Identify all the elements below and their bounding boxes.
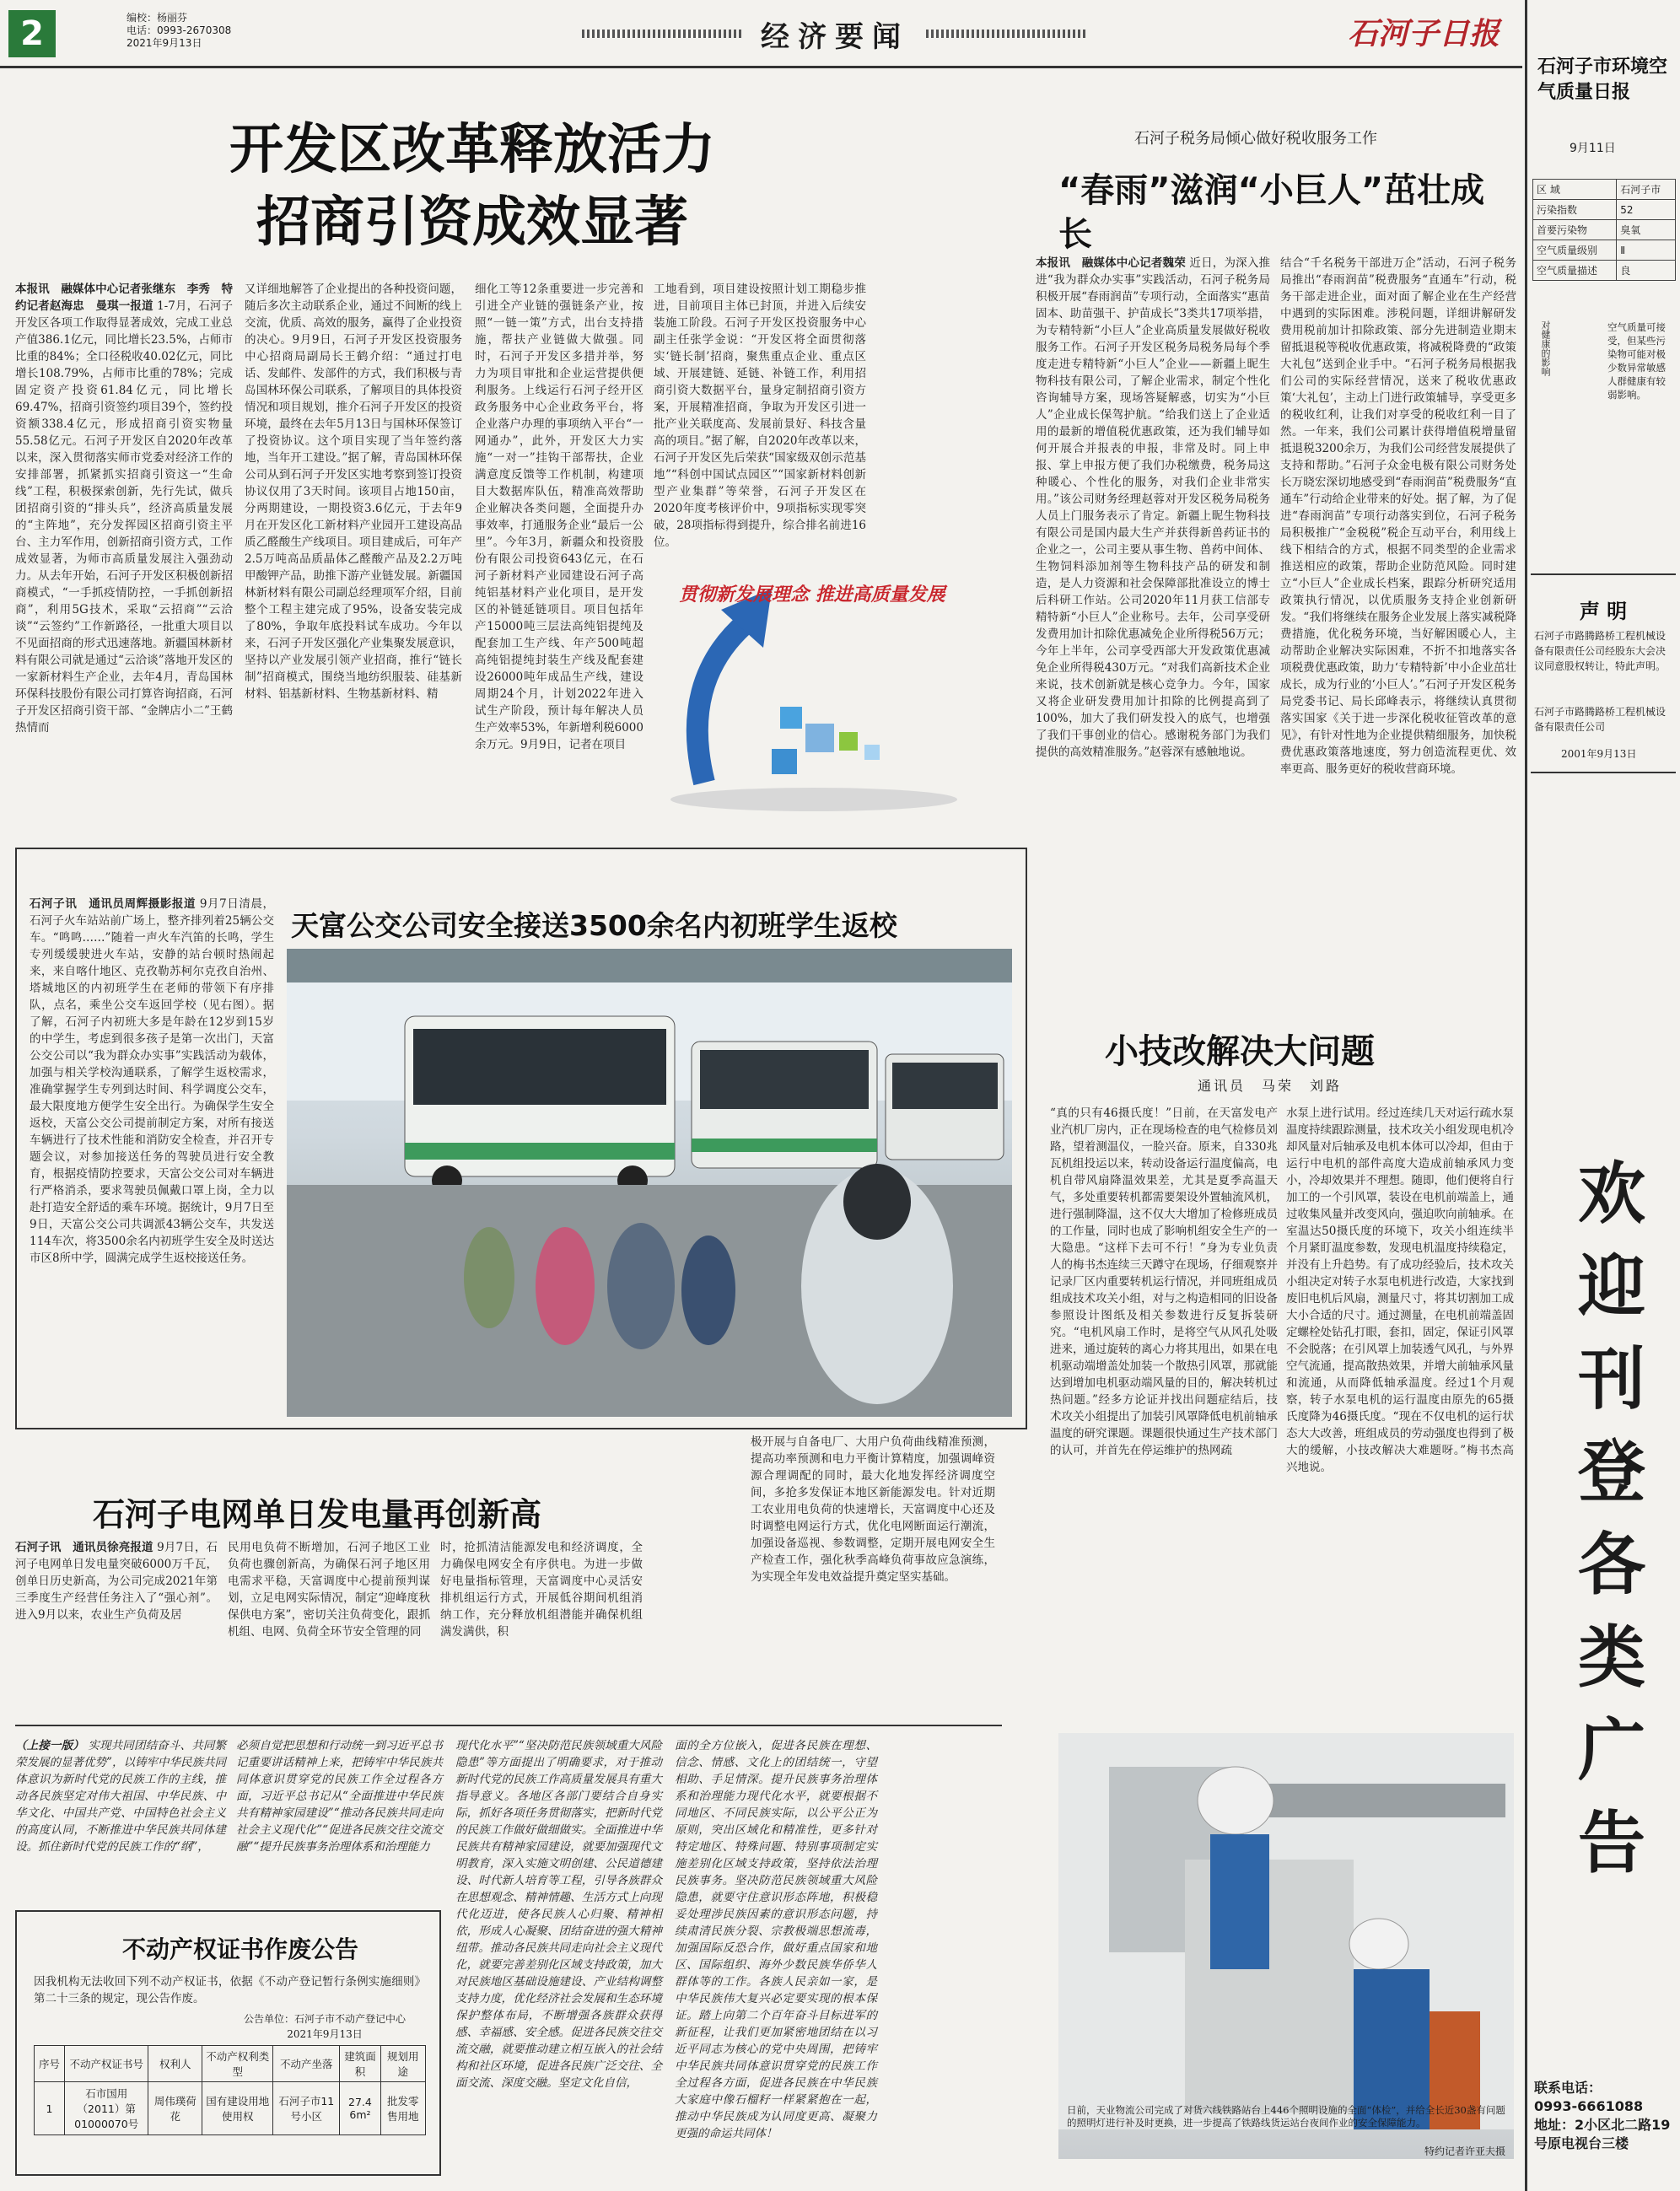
contact-address: 地址：2小区北二路19号原电视台三楼: [1534, 2117, 1671, 2151]
article6-column-2: 必须自觉把思想和行动统一到习近平总书记重要讲话精神上来，把铸牢中华民族共同体意识贯穿党的民族工作全过程各方面，习近平总书记从“全面推进中华民族共有精神家园建设”“推动各民族共同走向社会主义现代化”“促进各民族交往交流交融”“提升民族事务治理体系和治理能力: [236, 1739, 443, 1854]
article4-byline: 石河子讯 通讯员徐亮报道: [15, 1541, 153, 1554]
article6-lead: （上接一版）: [15, 1739, 84, 1752]
article1-headline-line2: 招商引资成效显著: [256, 191, 688, 254]
property-header-cell: 不动产坐落: [273, 2046, 340, 2082]
aq-cell: 空气质量级别: [1533, 240, 1617, 261]
article4-column-3: 时，抢抓清洁能源发电和经济调度，全力确保电网安全有序供电。为进一步做好电量指标管理，天富调度中心灵活安排机组运行方式，开展低谷期间机组消纳工作，充分释放机组潜能并确保机组满发满供，积: [440, 1541, 643, 1639]
property-notice-table: [34, 2045, 426, 2135]
article2-kicker: 石河子税务局倾心做好税收服务工作: [1134, 130, 1377, 148]
aq-cell: 空气质量描述: [1533, 261, 1617, 281]
ad-char: 迎: [1578, 1246, 1645, 1326]
notice-company: 石河子市路腾路桥工程机械设备有限责任公司: [1534, 706, 1667, 733]
property-header-cell: 权利人: [148, 2046, 202, 2082]
article3-body: [30, 896, 274, 1402]
property-header-cell: 不动产权证书号: [64, 2046, 148, 2082]
aq-cell: 良: [1617, 261, 1676, 281]
aq-health-text: 空气质量可接受，但某些污染物可能对极少数异常敏感人群健康有较弱影响。: [1607, 321, 1666, 401]
article5-headline: 小技改解决大问题: [1105, 1032, 1375, 1071]
development-banner-graphic: [654, 530, 974, 825]
article1-byline: 本报讯 融媒体中心记者张继东 李秀 特约记者赵海忠 曼琪一报道: [15, 283, 233, 313]
article1-headline: [152, 114, 793, 259]
aq-cell: 臭氧: [1617, 220, 1676, 240]
aq-row: [1533, 200, 1676, 220]
article2-column-2: 结合“千名税务干部进万企”活动，石河子税务局推出“春雨润苗”税费服务“直通车”行动，税务干部走进企业，面对面了解企业在生产经营中遇到的实际困难。涉税问题，详细讲解研发费用税前加计扣除政策、部分先进制造业期末留抵退税等税收优惠政策，将减税降费的“政策大礼包”送到企业手中。“石河子税务局根据我们公司的实际经营情况，送来了税收优惠政策‘大礼包’，主动上门进行政策辅导，享受更多的税收红利，让我们对享受的税收红利一目了然。一年来，我们公司累计获得增值税增量留抵退税3200余万，为我们公司经营发展提供了支持和帮助。”石河子众金电极有限公司财务处长万晓宏深切地感受到“春雨润苗”税费服务“直通车”行动给企业带来的好处。据了解，为了促进“春雨润苗”专项行动落实到位，石河子税务局积极推广“金税税”税企互动平台，利用线上线下相结合的方式，根据不同类型的企业需求推送相应的政策，帮助企业防范风险。同时建立“小巨人”企业成长档案，跟踪分析研究适用政策执行情况，以优质服务支持企业创新研发。“我们将继续在服务企业发展上落实减税降费措施，优化税务环境，当好解困暖心人，主动帮助企业解决实际困难，不折不扣地落实各项税费优惠政策，助力‘专精特新’中小企业茁壮成长，成为行业的‘小巨人’。”石河子开发区税务局党委书记、局长邱峰表示，将继续认真贯彻落实国家《关于进一步深化税收征管改革的意见》，有针对性地为企业提供精细服务，加快税费优惠政策落地速度，努力创造流程更优、效率更高、服务更好的税收营商环境。: [1280, 256, 1516, 776]
contact-label: 联系电话：: [1534, 2080, 1602, 2096]
article4-headline: 石河子电网单日发电量再创新高: [93, 1496, 542, 1533]
masthead-logo: 石河子日报: [1348, 16, 1500, 51]
article3-byline: 石河子讯 通讯员周辉摄影报道: [30, 897, 197, 911]
property-table-header: [35, 2046, 426, 2082]
article1-headline-line1: 开发区改革释放活力: [229, 119, 715, 181]
property-header-cell: 序号: [35, 2046, 65, 2082]
article5-byline: 通讯员 马荣 刘路: [1198, 1078, 1343, 1094]
issue-date: 2021年9月13日: [127, 37, 202, 49]
ad-char: 刊: [1578, 1339, 1645, 1418]
section-title: 经济要闻: [761, 19, 909, 54]
property-table-row: [35, 2082, 426, 2135]
article2-byline: 本报讯 融媒体中心记者魏荣: [1036, 256, 1186, 270]
right-rail: [1525, 0, 1680, 2191]
ad-char: 类: [1578, 1618, 1645, 1697]
property-cell: 批发零售用地: [380, 2082, 425, 2135]
article1-column-4: 工地看到，项目建设按照计划工期稳步推进，目前项目主体已封顶，并进入后续安装施工阶段。石河子开发区投资服务中心副主任张学金说：“开发区将全面贯彻落实‘链长制’招商，聚焦重点企业、重点区域、开展建链、延链、补链工作，利用招商引资大数据平台，量身定制招商引资方案，开展精准招商，争取为开发区引进一批产业关联度高、发展前景好、科技含量高的项目。”据了解，自2020年改革以来，石河子开发区先后荣获“国家级双创示范基地”“科创中国试点园区”“国家新材料创新型产业集群”等荣誉，石河子开发区在2020年度考核评价中，9项指标实现零突破，28项指标得到提升，综合排名前进16位。: [654, 283, 866, 549]
article6-column-3: 现代化水平”“坚决防范民族领域重大风险隐患”等方面提出了明确要求，对于推动新时代党的民族工作高质量发展具有重大指导意义。各地区各部门要结合自身实际，抓好各项任务贯彻落实，把新时代党的民族工作做好做细做实。全面推进中华民族共有精神家园建设，就要加强现代文明教育，深入实施文明创建、公民道德建设、时代新人培育等工程，引导各族群众在思想观念、精神情趣、生活方式上向现代化迈进，使各民族人心归聚、精神相依，形成人心凝聚、团结奋进的强大精神纽带。推动各民族共同走向社会主义现代化，就要完善差别化区域支持政策，加大对民族地区基础设施建设、产业结构调整支持力度，优化经济社会发展和生态环境保护整体布局，不断增强各族群众获得感、幸福感、安全感。促进各民族交往交流交融，就要推动建立相互嵌入的社会结构和社区环境，促进各民族广泛交往、全面交流、深度交融。坚定文化自信，: [455, 1739, 662, 2090]
property-notice-issuer: 公告单位：石河子市不动产登记中心: [243, 2013, 406, 2025]
article1-column-2: 又详细地解答了企业提出的各种投资问题，随后多次主动联系企业，通过不间断的线上交流，优质、高效的服务，赢得了企业投资的决心。9月9日，石河子开发区投资服务中心招商局副局长王鹤介绍：“通过打电话、发邮件、发部件的方式，我们积极与青岛国林环保公司联系，了解项目的具体投资情况和项目规划，推介石河子开发区的投资环境，最终在去年5月13日与国林环保签订了投资协议。这个项目实现了当年签约落地，当年开工建设。”据了解，青岛国林环保公司从到石河子开发区实地考察到签订投资协议仅用了3天时间。该项目占地150亩，分两期建设，一期投资3.6亿元，于去年9月在开发区化工新材料产业园开工建设高品质乙醛酸生产线项目。项目建成后，可年产2.5万吨高品质晶体乙醛酸产品及2.2万吨甲酸钾产品，助推下游产业链发展。新疆国林新材料有限公司副总经理项军介绍，目前整个工程主建完成了95%，设备安装完成了80%，争取年底投料试车成功。今年以来，石河子开发区强化产业集聚发展意识，坚持以产业发展引领产业招商，推行“链长制”招商模式，围绕当地纺织服装、硅基新材料、铝基新材料、生物基新材料、精: [245, 283, 462, 701]
aq-cell: 首要污染物: [1533, 220, 1617, 240]
article1-column-3: 细化工等12条重要进一步完善和引进全产业链的强链条产业，按照“一链一策”方式，出台支持措施，帮扶产业链做大做强。同时，石河子开发区多措并举，努力为项目审批和企业运营提供便利服务。上线运行石河子经开区政务服务中心企业政务平台，将企业落户办理的事项纳入平台“一网通办”，此外，开发区大力实施“一对一”挂钩干部帮扶，企业满意度反馈等工作机制，构建项目大数据库队伍，精准高效帮助企业解决各类问题，全面提升办事效率，打通服务企业“最后一公里”。今年3月，新疆众和投资股份有限公司投资643亿元，在石河子新材料产业园建设石河子高纯铝基材料产业化项目，是开发区的补链延链项目。项目包括年产15000吨三层法高纯铝提纯及配套加工生产线、年产500吨超高纯铝提纯封装生产线及配套建设26000吨年成品生产线，建设周期24个月，计划2022年进入试生产阶段，预计每年解决人员生产效率53%，年新增利税6000余万元。9月9日，记者在项目: [475, 283, 643, 751]
article2-col1-text: 近日，为深入推进“我为群众办实事”实践活动，石河子税务局积极开展“春雨润苗”专项行动，全面落实“惠苗固本、助苗强干、护苗成长”3类共17项举措，为专精特新“小巨人”企业高质量发展做好税收服务工作。石河子开发区税务局税务局每个季度走进专精特新“小巨人”企业——新疆上昵生物科技有限公司，了解企业需求，制定个性化咨询辅导方案，现场答疑解惑，切实为“小巨人”企业成长保驾护航。“给我们送上了企业适用的最新的增值税优惠政策，还为我们辅导如何开展合并报表的申报，非常及时。同上申报、掌上申报方便了我们办税缴费，税务局这种暖心、个性化的服务，对我们企业非常实用。”该公司财务经理赵蓉对开发区税务局税务人员上门服务表示了肯定。新疆上昵生物科技有限公司是国内最大生产并获得新兽药证书的企业之一，公司主要从事生物、兽药中间体、生物饲料添加剂等生物科技产品的研发和制造，是人力资源和社会保障部批准设立的博士后科研工作站。公司2020年11月获工信部专精特新“小巨人”企业称号。去年，公司享受研发费用加计扣除优惠减免企业所得税56万元；今年上半年，公司享受西部大开发政策优惠减免企业所得税430万元。“对我们高新技术企业来说，技术创新就是核心竞争力。今年，国家又将企业研发费用加计扣除的比例提高到了100%，加大了我们研发投入的底气，也增强了我们干事创业的信心。感谢税务部门为我们提供的高效精准服务。”赵蓉深有感触地说。: [1036, 256, 1271, 759]
property-cell: 1: [35, 2082, 65, 2135]
bus-photo-illustration-icon: [287, 949, 1012, 1417]
article5-column-2: 水泵上进行试用。经过连续几天对运行疏水泵温度持续跟踪测量，技术攻关小组发现电机冷却风量对后轴承及电机本体可以冷却，但由于运行中电机的部件高度大造成前轴承风力变小，冷却效果并不理想。随即，他们便将自行加工的一个引风罩，装设在电机前端盖上，通过收集风量并改变风向，强迫吹向前轴承。在室温达50摄氏度的环境下，攻关小组连续半个月紧盯温度参数，发现电机温度持续稳定，并没有上升趋势。有了成功经验后，技术攻关小组决定对转子水泵电机进行改造，大家找到废旧电机后风扇，测量尺寸，将其切割加工成大小合适的尺寸。通过测量，在电机前端盖固定螺栓处钻孔打眼，套扣，固定，保证引风罩不会脱落；在引风罩上加装透气风孔，与外界空气流通，提高散热效果，并增大前轴承风量和流通，从而降低轴承温度。经过1个月观察，转子水泵电机的运行温度由原先的65摄氏度降为46摄氏度。“现在不仅电机的运行状态大大改善，班组成员的劳动强度也得到了极大的缓解，小技改解决大难题呀。”梅书杰高兴地说。: [1286, 1106, 1514, 1474]
aq-row: [1533, 220, 1676, 240]
aq-cell: 区 域: [1533, 180, 1617, 200]
article6-column-1: [15, 1737, 226, 1898]
property-header-cell: 规划用途: [380, 2046, 425, 2082]
arrow-graphic-icon: [654, 530, 974, 825]
property-cell: 27.4 6m²: [340, 2082, 380, 2135]
property-notice-date: 2021年9月13日: [287, 2028, 363, 2040]
ad-char: 广: [1578, 1710, 1645, 1790]
editor-phone: 电话：0993-2670308: [127, 24, 232, 36]
notice-body: 石河子市路腾路桥工程机械设备有限责任公司经股东大会决议同意股权转让，特此声明。: [1534, 630, 1667, 672]
article4-column-4: 极开展与自备电厂、大用户负荷曲线精准预测，提高功率预测和电力平衡计算精度，加强调峰资源合理调配的同时，最大化地发挥经济调度空间，多抢多发保证本地区新能源发电。针对近期工农业用电负荷的快速增长，天富调度中心还及时调整电网运行方式，优化电网断面运行潮流，加强设备巡视、参数调整，定期开展电网安全生产检查工作，强化秋季高峰负荷事故应急演练，为实现全年发电效益提升奠定坚实基础。: [751, 1435, 995, 1584]
aq-cell: Ⅱ: [1617, 240, 1676, 261]
ad-char: 告: [1578, 1803, 1645, 1882]
worker-photo-caption: 日前，天业物流公司完成了对货六线铁路站台上446个照明设施的全面“体检”，并给全长近30盏有问题的照明灯进行补及时更换，进一步提高了铁路线货运站台夜间作业的安全保障能力。: [1067, 2104, 1505, 2129]
property-header-cell: 不动产权利类型: [202, 2046, 273, 2082]
worker-photo-credit: 特约记者许亚夫摄: [1424, 2145, 1505, 2157]
property-cell: 石市国用（2011）第01000070号: [64, 2082, 148, 2135]
article4-column-2: 民用电负荷不断增加，石河子地区工业负荷也骤创新高，为确保石河子地区用电需求平稳，天富调度中心提前预判谋划，立足电网实际情况，制定“迎峰度秋保供电方案”，密切关注负荷变化，跟抓机组、电网、负荷全环节安全管理的同: [228, 1541, 430, 1639]
aq-cell: 52: [1617, 200, 1676, 220]
aq-row: [1533, 180, 1676, 200]
air-quality-table: [1532, 179, 1676, 281]
ad-char: 欢: [1578, 1154, 1645, 1233]
article1-col1-text: 1-7月，石河子开发区各项工作取得显著成效，完成工业总产值386.1亿元，同比增长23.5%，占师市比重的84%；全口径税收40.02亿元，同比增长108.79%，占师市比重的78%；完成固定资产投资61.84亿元，同比增长69.47%，招商引资签约项目39个，签约投资额338.4亿元，形成招商引资实物量55.58亿元。石河子开发区自2020年改革以来，深入贯彻落实师市党委对经济工作的安排部署，抓紧抓实招商引资这一“生命线”工程，积极探索创新，先行先试，做兵团招商引资的“排头兵”，经济高质量发展的“主阵地”，充分发挥园区招商引资主平台、主力军作用，创新招商引资方式，工作成效显著，为师市高质量发展注入强劲动力。从去年开始，石河子开发区积极创新招商模式，“一手抓疫情防控，一手抓创新招商”，利用5G技术，采取“云招商”“云洽谈”“云签约”工作新路径，一批重大项目以不见面招商的形式迅速落地。新疆国林新材料有限公司就是通过“云洽谈”落地开发区的一家新材料生产企业，去年4月，青岛国林环保科技股份有限公司打算咨询招商，石河子开发区招商引资干部、“金牌店小二”王鹤热情而: [15, 299, 233, 735]
property-cell: 周伟璞荷花: [148, 2082, 202, 2135]
divider: [1531, 573, 1676, 575]
ad-slogan: [1570, 1147, 1654, 1889]
ad-char: 各: [1578, 1525, 1645, 1604]
article6-column-4: 面的全方位嵌入，促进各民族在理想、信念、情感、文化上的团结统一，守望相助、手足情深。提升民族事务治理体系和治理能力现代化水平，就要根据不同地区、不同民族实际，以公平公正为原则，突出区域化和精准性，更多针对特定地区、特殊问题、特别事项制定实施差别化区域支持政策，坚持依法治理民族事务。坚决防范民族领域重大风险隐患，就要守住意识形态阵地，积极稳妥处理涉民族因素的意识形态问题，持续肃清民族分裂、宗教极端思想流毒，加强国际反恐合作，做好重点国家和地区、国际组织、海外少数民族华侨华人群体等的工作。各族人民亲如一家，是中华民族伟大复兴必定要实现的根本保证。踏上向第二个百年奋斗目标进军的新征程，让我们更加紧密地团结在以习近平同志为核心的党中央周围，把铸牢中华民族共同体意识贯穿党的民族工作全过程各方面，促进各民族在中华民族大家庭中像石榴籽一样紧紧抱在一起，推动中华民族成为认同度更高、凝聚力更强的命运共同体！: [675, 1739, 877, 2140]
banner-slogan: 贯彻新发展理念 推进高质量发展: [679, 584, 945, 606]
property-cell: 石河子市11号小区: [273, 2082, 340, 2135]
page-number: 2: [8, 10, 56, 57]
article3-body-text: 9月7日清晨，石河子火车站站前广场上，整齐排列着25辆公交车。“鸣鸣……”随着一声火车汽笛的长鸣，学生专列缓缓驶进火车站，安静的站台顿时热闹起来，来自喀什地区、克孜勒苏柯尔克孜自治州、塔城地区的内初班学生在老师的带领下有序排队，点名，乘坐公交车返回学校（见右图）。据了解，石河子内初班大多是年龄在12岁到15岁的中学生，考虑到很多孩子是第一次出门，天富公交公司以“我为群众办实事”实践活动为载体，加强与相关学校沟通联系，了解学生返校需求，准确掌握学生专列到达时间、科学调度公交车，最大限度地方便学生安全出行。为确保学生安全返校，天富公交公司提前制定方案，对所有接送车辆进行了技术性能和消防安全检查，并召开专题会议，对参加接送任务的驾驶员进行安全教育，根据疫情防控要求，天富公交公司对车辆进行严格消杀，要求驾驶员佩戴口罩上岗，全力以赴打造安全舒适的乘车环境。据统计，9月7日至9日，天富公交公司共调派43辆公交车，共发送114车次，将3500余名内初班学生安全及时送达市区8所中学，圆满完成学生返校接送任务。: [30, 897, 275, 1265]
aq-cell: 石河子市: [1617, 180, 1676, 200]
worker-photo: [1058, 1733, 1514, 2159]
notice-date: 2001年9月13日: [1561, 748, 1637, 760]
divider: [1531, 772, 1676, 773]
ad-char: 登: [1578, 1432, 1645, 1511]
aq-health-label: 对健康的影响: [1540, 320, 1551, 376]
bus-photo: [287, 949, 1012, 1417]
property-header-cell: 建筑面积: [340, 2046, 380, 2082]
property-notice-intro: 因我机构无法收回下列不动产权证书，依据《不动产登记暂行条例实施细则》第二十三条的规定，现公告作废。: [34, 1975, 426, 2005]
property-notice-title: 不动产权证书作废公告: [121, 1935, 358, 1963]
section-band: [582, 15, 1088, 52]
article4-column-1: [15, 1539, 218, 1708]
contact-block: [1534, 2079, 1677, 2153]
editor-info: [127, 12, 231, 50]
notice-title: 声 明: [1579, 600, 1628, 623]
property-notice-issuer-block: [219, 2011, 430, 2042]
article6-col1-text: 实现共同团结奋斗、共同繁荣发展的显著优势”，以铸牢中华民族共同体意识为新时代党的民族工作的主线，推动各民族坚定对伟大祖国、中华民族、中华文化、中国共产党、中国特色社会主义的高度认同，不断推进中华民族共同体建设。抓住新时代党的民族工作的“纲”，: [15, 1739, 227, 1854]
contact-phone: 0993-6661088: [1534, 2098, 1644, 2114]
aq-row: [1533, 261, 1676, 281]
editor-name: 编校：杨丽芬: [127, 12, 188, 24]
article1-column-1: [15, 281, 233, 837]
property-cell: 国有建设用地使用权: [202, 2082, 273, 2135]
article5-column-1: “真的只有46摄氏度！”日前，在天富发电产业汽机厂房内，正在现场检查的电气检修员刘路，望着测温仪，一脸兴奋。原来，自330兆瓦机组投运以来，转动设备运行温度偏高，电机自带风扇降温效果差，尤其是夏季高温天气，多处重要转机都需要架设外置轴流风机，进行强制降温，这不仅大大增加了检修班成员的工作量，同时也成了影响机组安全生产的一大隐患。“这样下去可不行！”身为专业负责人的梅书杰连续三天蹲守在现场，仔细观察并记录厂区内重要转机运行情况，并同班组成员组成技术攻关小组，对与之构造相同的旧设备参照设计图纸及相关参数进行反复拆装研究。“电机风扇工作时，是将空气从风孔处吸进来，通过旋转的离心力将其甩出，如果在电机驱动端增盖处加装一个散热引风罩，那就能达到增加电机驱动端风量的目的，解决转机过热问题。”经多方论证并找出问题症结后，技术攻关小组提出了加装引风罩降低电机前轴承温度的研究课题。课题很快通过生产技术部门的认可，并首先在停运维护的热网疏: [1050, 1106, 1278, 1457]
article3-headline: 天富公交公司安全接送3500余名内初班学生返校: [291, 909, 897, 942]
article2-column-1: [1036, 255, 1270, 997]
article2-headline: “春雨”滋润“小巨人”茁壮成长: [1058, 171, 1485, 254]
aq-cell: 污染指数: [1533, 200, 1617, 220]
aq-row: [1533, 240, 1676, 261]
divider: [15, 1725, 1002, 1726]
air-quality-date: 9月11日: [1570, 142, 1616, 155]
article4-col1-text: 9月7日，石河子电网单日发电量突破6000万千瓦，创单日历史新高，为公司完成2021年第三季度生产经营任务注入了“强心剂”。进入9月以来，农业生产负荷及居: [15, 1541, 218, 1622]
air-quality-title: 石河子市环境空气质量日报: [1537, 57, 1668, 103]
worker-photo-illustration-icon: [1058, 1733, 1514, 2129]
